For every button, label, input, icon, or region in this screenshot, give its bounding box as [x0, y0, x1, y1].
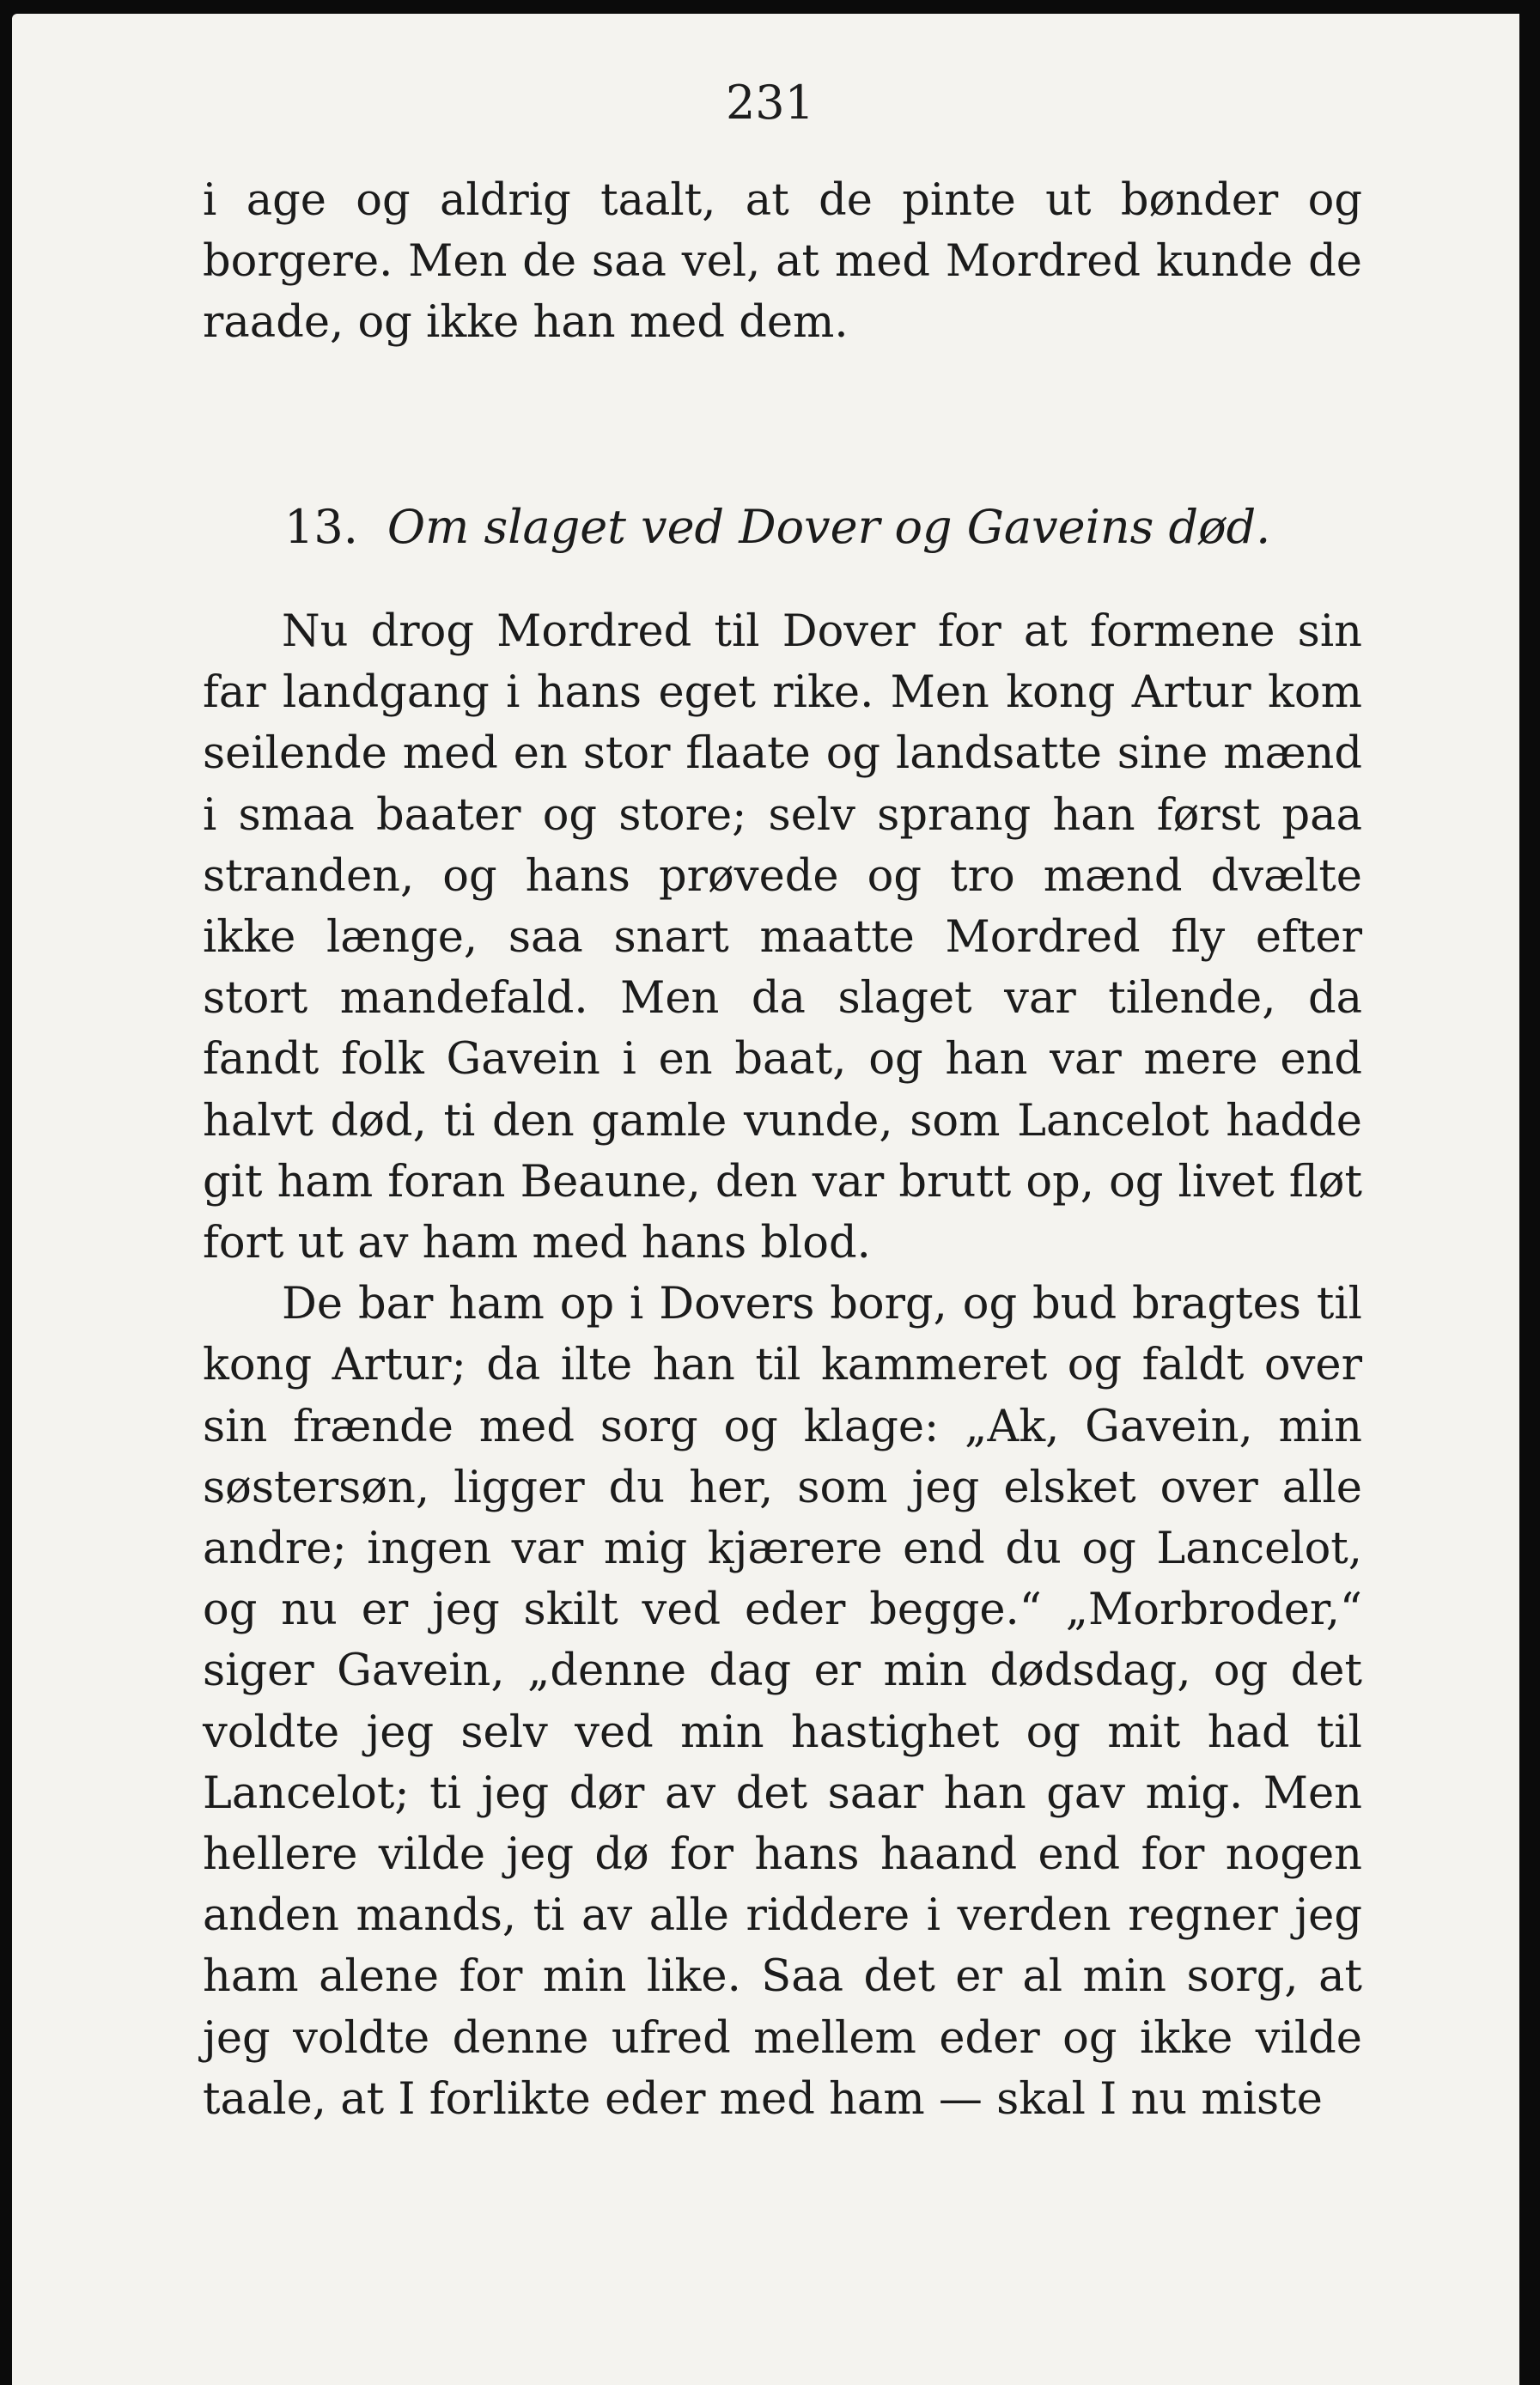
scan-edge — [1521, 0, 1540, 2385]
page-number: 231 — [725, 76, 815, 130]
paragraph: Nu drog Mordred til Dover for at formene sin far landgang i hans eget rike. Men kong Artur kom seilende med en stor flaate og landsatte sine mænd i smaa baater og store; selv sprang han først paa stranden, og hans prøvede og tro mænd dvælte ikke længe, saa snart maatte Mordred fly efter stort mandefald. Men da slaget var tilende, da fandt folk Gavein i en baat, og han var mere end halvt død, ti den gamle vunde, som Lancelot hadde git ham foran Beaune, den var brutt op, og livet fløt fort ut av ham med hans blod. — [203, 606, 1362, 1269]
chapter-body — [203, 601, 1362, 2130]
continuation-paragraph: i age og aldrig taalt, at de pinte ut bønder og borgere. Men de saa vel, at med Mordred kunde de raade, og ikke han med dem. — [203, 175, 1362, 349]
paragraph: De bar ham op i Dovers borg, og bud bragtes til kong Artur; da ilte han til kammeret og faldt over sin frænde med sorg og klage: „Ak, Gavein, min søstersøn, ligger du her, som jeg elsket over alle andre; ingen var mig kjærere end du og Lancelot, og nu er jeg skilt ved eder begge.“ „Morbroder,“ siger Gavein, „denne dag er min dødsdag, og det voldte jeg selv ved min hastighet og mit had til Lancelot; ti jeg dør av det saar han gav mig. Men hellere vilde jeg dø for hans haand end for nogen anden mands, ti av alle riddere i verden regner jeg ham alene for min like. Saa det er al min sorg, at jeg voldte denne ufred mellem eder og ikke vilde taale, at I forlikte eder med ham — skal I nu miste — [203, 1279, 1362, 2125]
chapter-title: Om slaget ved Dover og Gaveins død. — [387, 500, 1271, 554]
chapter-number: 13. — [284, 500, 358, 554]
continuation-text — [203, 170, 1362, 354]
chapter-heading — [284, 500, 1270, 554]
